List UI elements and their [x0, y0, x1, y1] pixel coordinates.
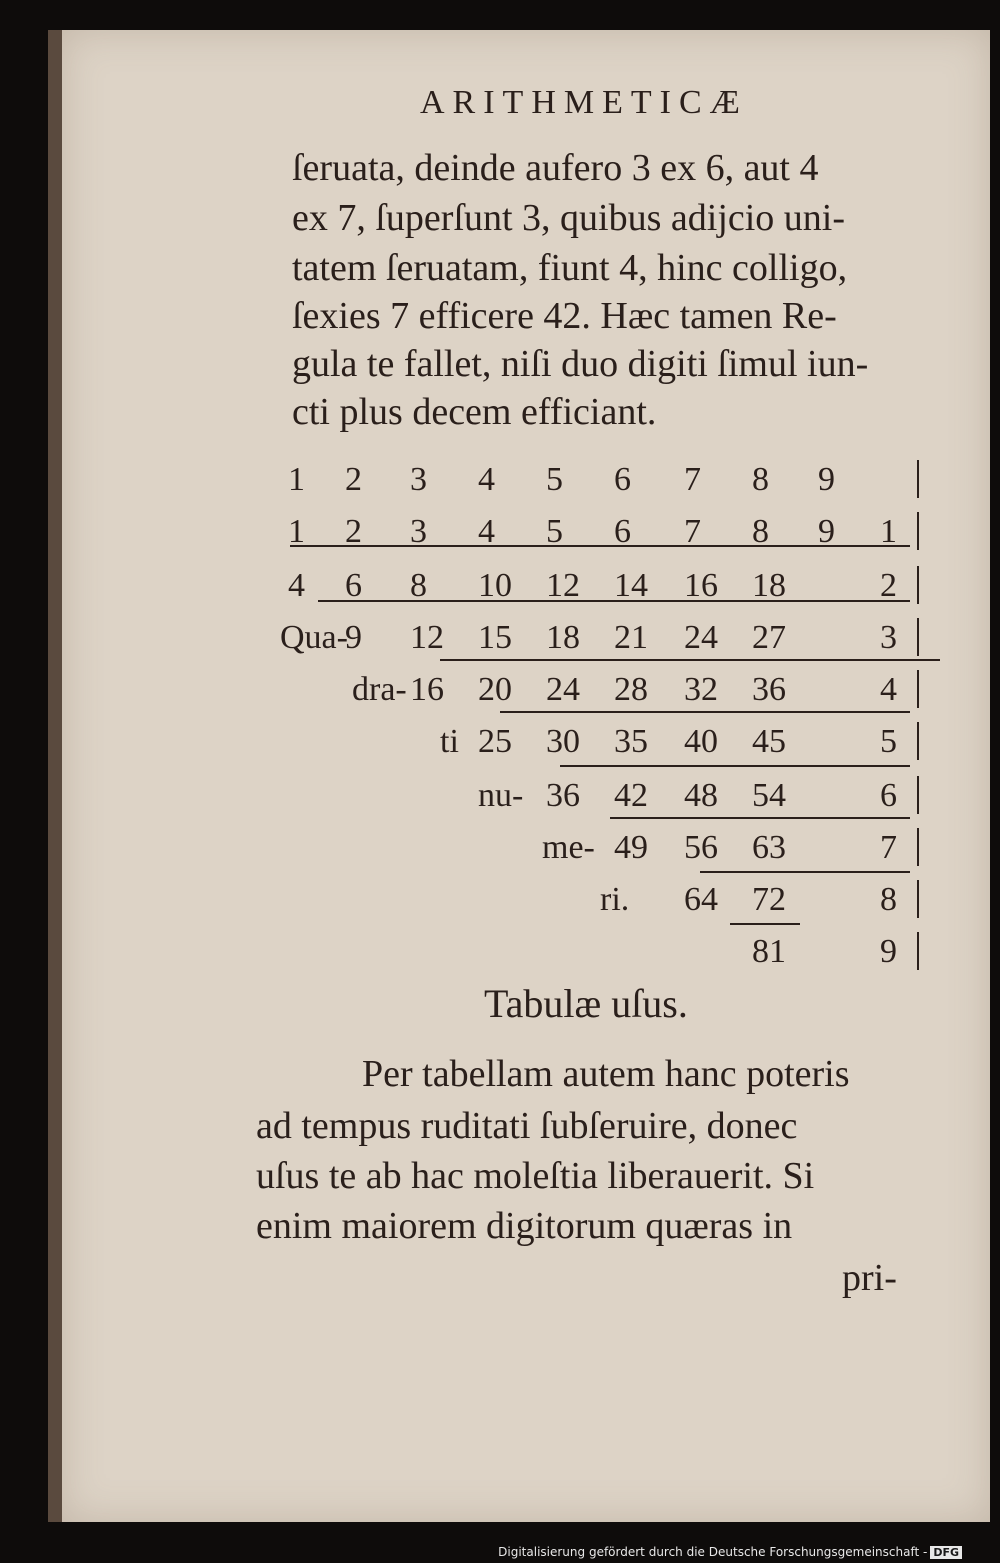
digitization-footer — [498, 1545, 962, 1559]
table-cell: 7 — [684, 513, 701, 550]
table-cell: 5 — [546, 513, 563, 550]
table-cell: 4 — [288, 567, 305, 604]
table-cell: 45 — [752, 723, 786, 760]
dfg-logo: DFG — [930, 1546, 962, 1559]
table-cell: 27 — [752, 619, 786, 656]
table-cell: 32 — [684, 671, 718, 708]
table-cell: 28 — [614, 671, 648, 708]
table-cell: 20 — [478, 671, 512, 708]
paragraph-line: Per tabellam autem hanc poteris — [362, 1053, 850, 1095]
table-cell: 4 — [478, 513, 495, 550]
table-cell: 64 — [684, 881, 718, 918]
running-head: ARITHMETICÆ — [420, 84, 748, 121]
table-cell: 16 — [410, 671, 444, 708]
table-cell: 15 — [478, 619, 512, 656]
table-cell: 36 — [752, 671, 786, 708]
table-cell: 8 — [752, 513, 769, 550]
table-cell: 6 — [345, 567, 362, 604]
table-cell: 21 — [614, 619, 648, 656]
table-cell: 9 — [345, 619, 362, 656]
table-cell: 8 — [880, 881, 897, 918]
table-cell: 7 — [684, 461, 701, 498]
paragraph-line: gula te fallet, niſi duo digiti ſimul iun- — [292, 343, 869, 385]
table-cell: 49 — [614, 829, 648, 866]
table-cell: 36 — [546, 777, 580, 814]
paragraph-line: ſeruata, deinde aufero 3 ex 6, aut 4 — [292, 147, 819, 189]
table-cell: 4 — [478, 461, 495, 498]
table-cells — [280, 460, 918, 970]
side-label: ri. — [600, 881, 630, 918]
table-cell: 56 — [684, 829, 718, 866]
table-cell: 6 — [614, 461, 631, 498]
table-cell: 16 — [684, 567, 718, 604]
table-cell: 3 — [880, 619, 897, 656]
paragraph-line: tatem ſeruatam, fiunt 4, hinc colligo, — [292, 247, 848, 289]
table-cell: 24 — [546, 671, 580, 708]
paragraph-line: uſus te ab hac moleſtia liberauerit. Si — [256, 1155, 815, 1197]
table-cell: 12 — [546, 567, 580, 604]
table-cell: 1 — [288, 513, 305, 550]
table-cell: 5 — [546, 461, 563, 498]
table-cell: 8 — [752, 461, 769, 498]
table-cell: 12 — [410, 619, 444, 656]
table-cell: 24 — [684, 619, 718, 656]
side-label: Qua- — [280, 619, 348, 656]
side-label: dra- — [352, 671, 407, 708]
table-cell: 54 — [752, 777, 786, 814]
table-cell: 7 — [880, 829, 897, 866]
table-cell: 6 — [880, 777, 897, 814]
paragraph-line: ex 7, ſuperſunt 3, quibus adijcio uni- — [292, 197, 846, 239]
table-cell: 42 — [614, 777, 648, 814]
side-label: me- — [542, 829, 595, 866]
paragraph-line: ad tempus ruditati ſubſeruire, donec — [256, 1105, 798, 1147]
table-cell: 3 — [410, 513, 427, 550]
table-cell: 4 — [880, 671, 897, 708]
table-cell: 14 — [614, 567, 648, 604]
table-cell: 35 — [614, 723, 648, 760]
table-cell: 2 — [345, 461, 362, 498]
table-cell: 48 — [684, 777, 718, 814]
table-cell: 10 — [478, 567, 512, 604]
table-cell: 81 — [752, 933, 786, 970]
table-cell: 2 — [880, 567, 897, 604]
table-cell: 1 — [880, 513, 897, 550]
table-cell: 18 — [546, 619, 580, 656]
side-label: nu- — [478, 777, 524, 814]
table-cell: 9 — [818, 513, 835, 550]
table-cell: 40 — [684, 723, 718, 760]
footer-text: Digitalisierung gefördert durch die Deutsche Forschungsgemeinschaft - — [498, 1545, 928, 1559]
paragraph-line: enim maiorem digitorum quæras in — [256, 1205, 793, 1247]
paragraph-line: cti plus decem efficiant. — [292, 391, 657, 433]
paragraph-line: ſexies 7 efficere 42. Hæc tamen Re- — [292, 295, 837, 337]
table-cell: 9 — [818, 461, 835, 498]
table-cell: 6 — [614, 513, 631, 550]
table-cell: 9 — [880, 933, 897, 970]
table-cell: 2 — [345, 513, 362, 550]
table-cell: 8 — [410, 567, 427, 604]
catchword: pri- — [842, 1257, 897, 1299]
table-cell: 18 — [752, 567, 786, 604]
table-cell: 30 — [546, 723, 580, 760]
table-cell: 63 — [752, 829, 786, 866]
table-cell: 72 — [752, 881, 786, 918]
table-cell: 25 — [478, 723, 512, 760]
table-cell: 3 — [410, 461, 427, 498]
table-cell: 5 — [880, 723, 897, 760]
table-cell: 1 — [288, 461, 305, 498]
side-label: ti — [440, 723, 459, 760]
section-heading: Tabulæ uſus. — [484, 981, 688, 1026]
